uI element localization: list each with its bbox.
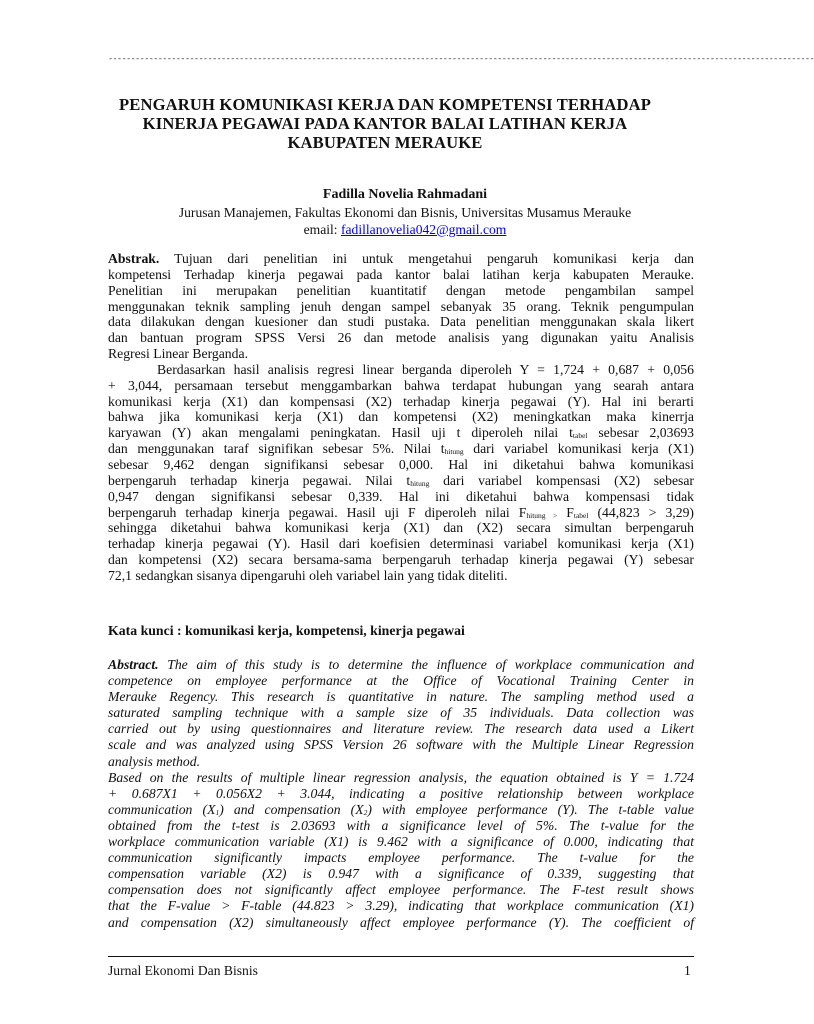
abstract-line: compensation does not significantly affect employee performance. The F-test result shows [108,882,694,898]
abstract-line: competence on employee performance at the Office of Vocational Training Center in [108,673,694,689]
abstract-line: menggunakan teknik sampling jenuh dengan sampel sebanyak 35 orang. Teknik pengumpulan [108,298,694,314]
header-dashed-rule: ------------------------------------------------------------------------------------------------------------------------------------------------------------ [108,54,814,64]
abstract-line: bahwa jika komunikasi kerja (X1) dan kompetensi (X2) meningkatkan maka kinerrja [108,409,694,425]
abstract-line: Penelitian ini merupakan penelitian kuantitatif dengan metode pengambilan sampel [108,282,694,298]
abstract-label: Abstract. [108,657,159,672]
abstract-line: Berdasarkan hasil analisis regresi linear berganda diperoleh Y = 1,724 + 0,687 + 0,056 [157,361,694,377]
abstract-line: dan bantuan program SPSS Versi 26 dan metode analisis yang digunakan yaitu Analisis [108,330,694,346]
title-line: KINERJA PEGAWAI PADA KANTOR BALAI LATIHAN KERJA [142,114,628,133]
abstract-line: analysis method. [108,753,201,769]
abstract-line: Merauke Regency. This research is quantitative in nature. The sampling method used a [108,689,694,705]
abstract-line: dan menggunakan taraf signifikan sebesar 5%. Nilai $t_{hitung}$ dari variabel komunikasi kerja (X1) [108,441,694,457]
abstract-line: data dilakukan dengan kuesioner dan studi pustaka. Data penelitian menggunakan skala likert [108,314,694,330]
abstract-line: obtained from the t-test is 2.03693 with a significance level of 5%. The t-value for the [108,817,694,833]
abstract-line: workplace communication variable (X1) is 9.462 with a significance of 0.000, indicating that [108,834,694,850]
abstract-line: that the F-value > F-table (44.823 > 3.29), indicating that workplace communication (X1) [108,898,694,914]
abstract-line: dan kompetensi (X2) secara bersama-sama berpengaruh terhadap kinerja pegawai (Y) sebesar [108,552,694,568]
abstract-line: Based on the results of multiple linear regression analysis, the equation obtained is Y = 1.724 [108,769,694,785]
footer-journal-name: Jurnal Ekonomi Dan Bisnis [108,963,258,978]
paper-title [100,95,670,152]
affiliation-text: Jurusan Manajemen, Fakultas Ekonomi dan Bisnis, Universitas Musamus Merauke [178,205,632,220]
abstract-line: Abstrak. Tujuan dari penelitian ini untuk mengetahui pengaruh komunikasi kerja dan [108,251,694,266]
abstract-line: berpengaruh terhadap kinerja pegawai. Nilai $t_{hitung}$ dari variabel kompensasi (X2) sebesar [108,472,694,488]
abstract-line: sehingga diketahui bahwa komunikasi kerja (X1) dan (X2) secara simultan berpengaruh [108,520,694,536]
abstract-indonesian [108,251,694,584]
abstract-line: saturated sampling technique with a sample size of 35 individuals. Data collection was [108,705,694,721]
abstract-line: kompetensi Terhadap kinerja pegawai pada kantor balai latihan kerja kabupaten Merauke. [108,266,694,282]
abstract-line: Abstract. The aim of this study is to determine the influence of workplace communication and [108,657,694,672]
email-label: email: [303,222,338,237]
abstract-line: 0,947 dengan signifikansi sebesar 0,339. Hal ini diketahui bahwa kompensasi tidak [108,488,694,504]
keywords: Kata kunci : komunikasi kerja, kompetensi, kinerja pegawai [108,623,465,638]
abstract-line: communication significantly impacts employee performance. The t-value for the [108,850,694,866]
footer-rule [108,956,694,957]
abstract-line: Regresi Linear Berganda. [108,346,248,362]
email-link[interactable]: fadillanovelia042@gmail.com [340,222,507,237]
abstract-line: carried out by using questionnaires and literature review. The research data used a Likert [108,721,694,737]
abstract-line: and compensation (X2) simultaneously affect employee performance (Y). The coefficient of [108,914,694,930]
footer-page-number: 1 [684,963,691,978]
author-affiliation [100,204,710,238]
abstract-line: compensation variable (X2) is 0.947 with a significance of 0.339, suggesting that [108,866,694,882]
abstract-line: sebesar 9,462 dengan signifikansi sebesar 0,000. Hal ini diketahui bahwa komunikasi [108,456,694,472]
abstract-line: + 3,044, persamaan tersebut menggambarkan bahwa terdapat hubungan yang searah antara [108,377,694,393]
abstract-line: karyawan (Y) akan mengalami peningkatan. Hasil uji t diperoleh nilai $t_{tabel}$ sebesar 2,03693 [108,425,695,441]
author-name: Fadilla Novelia Rahmadani [322,187,488,202]
abstract-line: scale and was analyzed using SPSS Version 26 software with the Multiple Linear Regression [108,737,694,753]
title-line: KABUPATEN MERAUKE [287,133,483,152]
title-line: PENGARUH KOMUNIKASI KERJA DAN KOMPETENSI TERHADAP [118,95,652,114]
email-line [100,221,710,238]
abstract-label: Abstrak. [108,251,160,266]
abstract-english [108,657,694,931]
abstract-line: terhadap kinerja pegawai (Y). Hasil dari koefisien determinasi variabel komunikasi kerja (X1) [108,536,694,552]
abstract-line: 72,1 sedangkan sisanya dipengaruhi oleh variabel lain yang tidak diteliti. [108,567,508,583]
abstract-line: communication $(X_1)$ and compensation $(X_2)$ with employee performance (Y). The t-table value [108,801,694,817]
abstract-line: berpengaruh terhadap kinerja pegawai. Hasil uji F diperoleh nilai $F_{hitung >}$ $F_{tabel}$ (44,823 > 3,29) [108,504,694,520]
abstract-line: komunikasi kerja (X1) dan kompensasi (X2) terhadap kinerja pegawai (Y). Hal ini berarti [108,393,694,409]
abstract-line: + 0.687X1 + 0.056X2 + 3.044, indicating a positive relationship between workplace [108,785,694,801]
